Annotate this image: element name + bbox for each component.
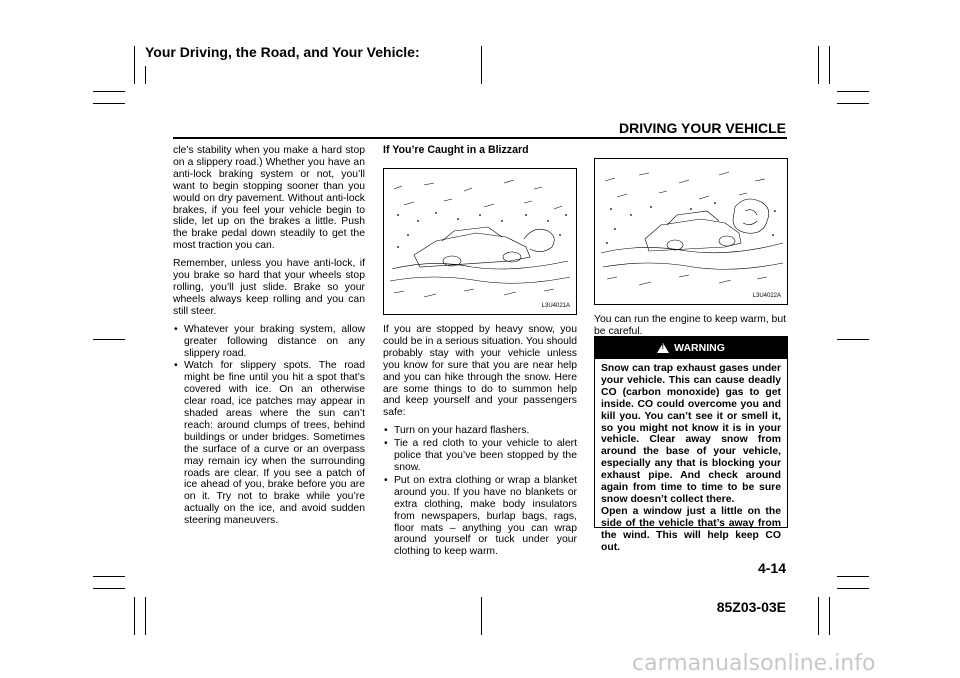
figure-car-in-blizzard [383, 168, 577, 315]
snow-exhaust-illustration [595, 159, 787, 304]
warning-title: WARNING [674, 342, 725, 354]
watermark: carmanualsonline.info [632, 651, 876, 676]
left-paragraph-2: Remember, unless you have anti-lock, if you brake so hard that your wheels stop rolling, you’ll just slide. Brake so your wheels always keep rolling and you can still steer. [173, 258, 365, 317]
list-item: • Whatever your braking system, allow greater following distance on any slippery road. [173, 324, 365, 360]
list-item: • Tie a red cloth to your vehicle to alert police that you’ve been stopped by the snow. [383, 438, 577, 474]
warning-triangle-icon: ! [657, 343, 669, 353]
right-paragraph-1: You can run the engine to keep warm, but be careful. [594, 314, 786, 337]
list-item: • Put on extra clothing or wrap a blanket around you. If you have no blankets or extra clothing, make body insulators from newspapers, burlap bags, rags, floor mats – anything you can wrap around yourself or tuck under your clothing to keep warm. [383, 475, 577, 558]
list-item: • Turn on your hazard flashers. [383, 425, 577, 437]
warning-paragraph-2: Open a window just a little on the side of the vehicle that’s away from the wind. This will help keep CO out. [601, 505, 781, 553]
warning-box [594, 336, 788, 553]
middle-bullet-list [383, 425, 577, 558]
list-item: • Watch for slippery spots. The road might be fine until you hit a spot that’s covered with ice. On an otherwise clear road, ice patches may appear in shaded areas where the sun can’t reach: around clumps of trees, behind buildings or under bridges. Sometimes the surface of a curve or an overpass may remain icy when the surrounding roads are clear. If you see a patch of ice ahead of you, brake before you are on it. Try not to brake while you’re actually on the ice, and avoid sudden steering maneuvers. [173, 360, 365, 527]
left-column [173, 145, 365, 533]
middle-column-body [383, 324, 577, 564]
warning-header [595, 337, 787, 359]
middle-column [383, 145, 577, 159]
header-rule [173, 137, 787, 139]
blizzard-heading: If You’re Caught in a Blizzard [383, 144, 529, 156]
warning-body [601, 363, 781, 554]
left-paragraph-1: cle’s stability when you make a hard stop on a slippery road.) Whether you have an anti-lock braking system or not, you’ll want to begin stopping sooner than you would on dry pavement. Without anti-lock brakes, if you feel your vehicle begin to slide, let up on the brakes a little. Push the brake pedal down steadily to get the most traction you can. [173, 145, 365, 252]
snow-car-illustration [384, 169, 576, 314]
middle-paragraph-1: If you are stopped by heavy snow, you could be in a serious situation. You should probably stay with your vehicle unless you know for sure that you are near help and you can hike through the snow. Here are some things to do to summon help and keep yourself and your passengers safe: [383, 324, 577, 419]
document-code: 85Z03-03E [716, 599, 786, 615]
page-number: 4-14 [757, 560, 786, 576]
figure-car-exhaust-snow [594, 158, 788, 305]
figure-code: L3U4021A [541, 303, 570, 309]
chapter-title: DRIVING YOUR VEHICLE [619, 120, 786, 136]
warning-paragraph-1: Snow can trap exhaust gases under your vehicle. This can cause deadly CO (carbon monoxide) gas to get inside. CO could overcome you and kill you. You can’t see it or smell it, so you might not know it is in your vehicle. Clear away snow from around the base of your vehicle, especially any that is blocking your exhaust pipe. And check around again from time to time to be sure snow doesn’t collect there. [601, 363, 781, 505]
left-bullet-list [173, 324, 365, 527]
section-title: Your Driving, the Road, and Your Vehicle: [145, 44, 420, 60]
figure-code: L3U4022A [752, 293, 781, 299]
